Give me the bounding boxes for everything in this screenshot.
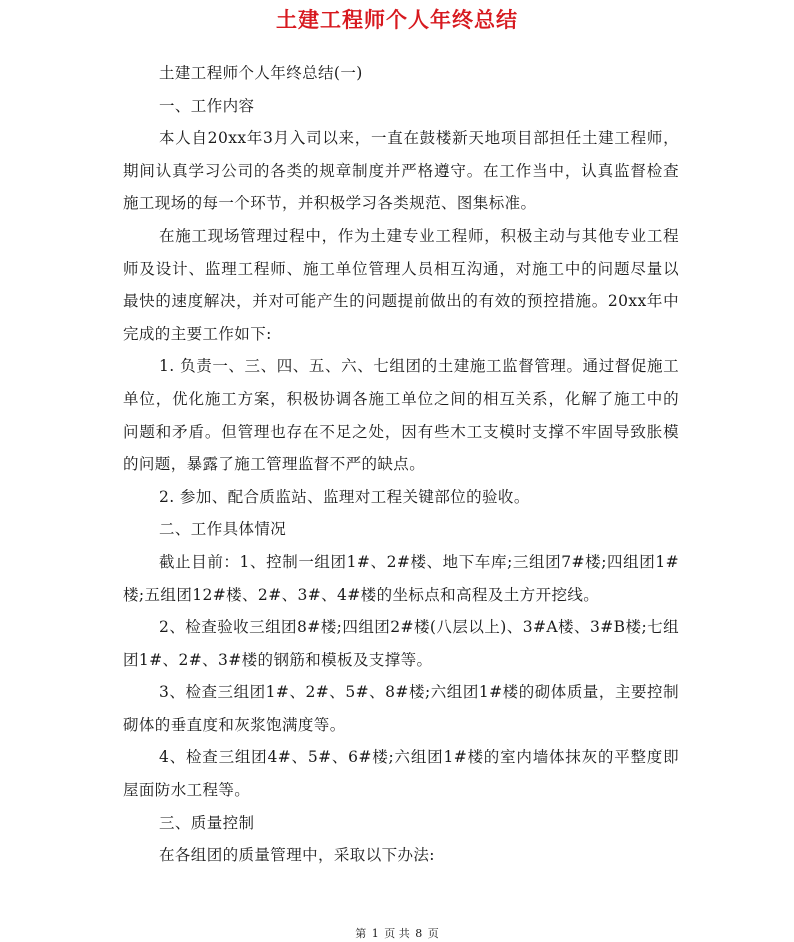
document-body [123,57,679,872]
section-subtitle: 土建工程师个人年终总结(一) [159,64,363,82]
section-heading-quality-control: 三、质量控制 [159,813,255,832]
paragraph: 截止目前：1、控制一组团1#、2#楼、地下车库;三组团7#楼;四组团1#楼;五组团12#楼、2#、3#、4#楼的坐标点和高程及土方开挖线。 [123,552,679,604]
paragraph: 本人自20xx年3月入司以来，一直在鼓楼新天地项目部担任土建工程师，期间认真学习公司的各类的规章制度并严格遵守。在工作当中，认真监督检查施工现场的每一个环节，并积极学习各类规范、图集标准。 [123,129,679,213]
footer-suffix: 页 [427,927,439,940]
section-heading-work-details: 二、工作具体情况 [159,520,287,539]
paragraph: 在施工现场管理过程中，作为土建专业工程师，积极主动与其他专业工程师及设计、监理工程师、施工单位管理人员相互沟通，对施工中的问题尽量以最快的速度解决，并对可能产生的问题提前做出的有效的预控措施。20xx年中完成的主要工作如下: [123,226,679,343]
section-heading-work-content: 一、工作内容 [159,96,255,115]
current-page-number: 1 [371,927,379,940]
list-item: 3、检查三组团1#、2#、5#、8#楼;六组团1#楼的砌体质量，主要控制砌体的垂直度和灰浆饱满度等。 [123,683,679,734]
footer-prefix: 第 [355,927,367,940]
total-page-count: 8 [415,927,423,940]
list-item: 1. 负责一、三、四、五、六、七组团的土建施工监督管理。通过督促施工单位，优化施工方案，积极协调各施工单位之间的相互关系，化解了施工中的问题和矛盾。但管理也存在不足之处，因有些木工支模时支撑不牢固导致胀模的问题，暴露了施工管理监督不严的缺点。 [123,357,679,474]
list-item: 2. 参加、配合质监站、监理对工程关键部位的验收。 [159,487,530,506]
footer-middle: 页 共 [384,927,410,940]
list-item: 2、检查验收三组团8#楼;四组团2#楼(八层以上)、3#A楼、3#B楼;七组团1#、2#、3#楼的钢筋和模板及支撑等。 [123,618,679,669]
page-footer [0,927,794,941]
document-title: 土建工程师个人年终总结 [276,8,518,32]
paragraph: 在各组团的质量管理中，采取以下办法: [159,846,435,865]
list-item: 4、检查三组团4#、5#、6#楼;六组团1#楼的室内墙体抹灰的平整度即屋面防水工程等。 [123,748,679,800]
